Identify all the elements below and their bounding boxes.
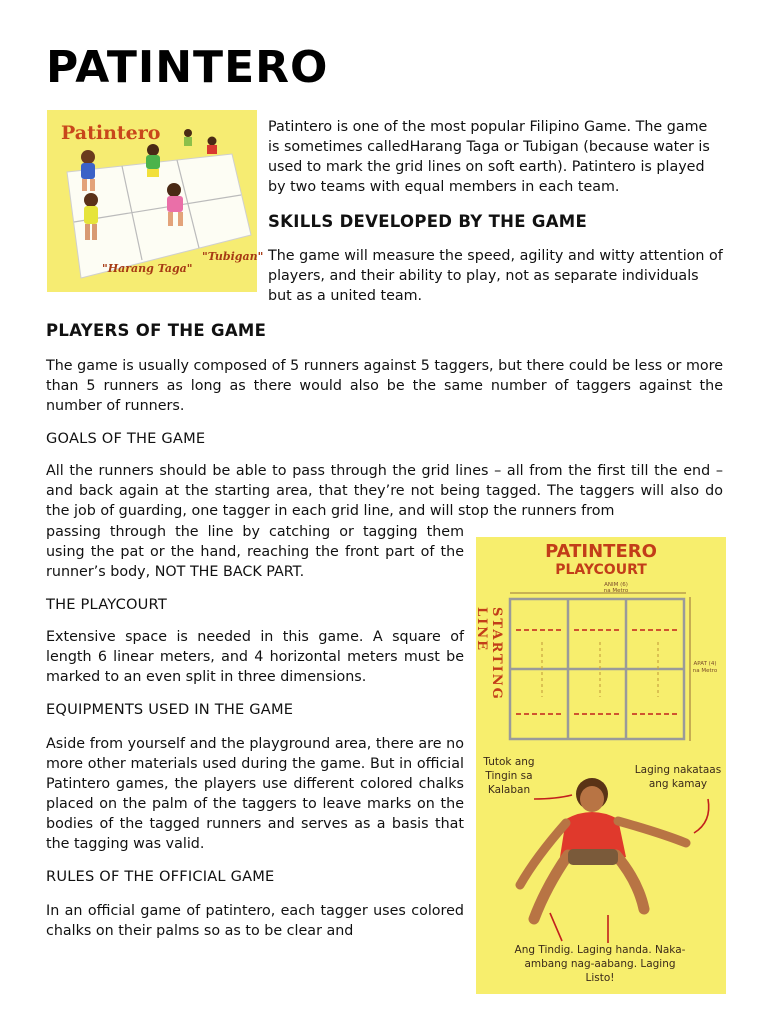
page-title: PATINTERO <box>46 42 329 93</box>
playcourt-poster <box>476 537 726 994</box>
patintero-illustration <box>47 110 264 292</box>
poster-subtitle: PLAYCOURT <box>555 562 647 578</box>
poster-title: PATINTERO <box>545 541 657 562</box>
top-dimension-unit: na Metro <box>603 588 629 594</box>
players-heading: PLAYERS OF THE GAME <box>46 321 267 340</box>
top-dimension-label: ANIM (6) <box>604 582 628 588</box>
side-dimension-unit: na Metro <box>692 668 718 674</box>
skills-heading: SKILLS DEVELOPED BY THE GAME <box>268 212 588 231</box>
rules-paragraph: In an official game of patintero, each tagger uses colored chalks on their palms so as to be clear and <box>46 903 464 939</box>
goals-heading: GOALS OF THE GAME <box>46 430 206 447</box>
label-harang-taga: "Harang Taga" <box>102 262 193 275</box>
side-dimension-label: APAT (4) <box>693 661 717 667</box>
equipments-paragraph: Aside from yourself and the playground area, there are no more other materials used during the game. But in official Patintero games, the players use different colored chalks placed on the palm of the taggers to leave marks on the bodies of the tagged runners and serves as a basis that the tagging was valid. <box>46 736 464 852</box>
players-paragraph: The game is usually composed of 5 runners against 5 taggers, but there could be less or more than 5 runners as long as there would also be the same number of taggers against the number of runners. <box>46 358 723 414</box>
skills-paragraph: The game will measure the speed, agility and witty attention of players, and their ability to play, not as separate individuals but as a united team. <box>268 248 723 304</box>
note-focus-opponent: Tutok ang Tingin sa Kalaban <box>483 756 535 796</box>
note-stance: Ang Tindig. Laging handa. Naka-ambang nag-aabang. Laging Listo! <box>514 944 686 984</box>
figure-title: Patintero <box>61 122 161 144</box>
rules-heading: RULES OF THE OFFICIAL GAME <box>46 868 275 885</box>
playcourt-paragraph: Extensive space is needed in this game. A square of length 6 linear meters, and 4 horizontal meters must be marked to an even split in three dimensions. <box>46 629 464 685</box>
playcourt-heading: THE PLAYCOURT <box>46 596 167 613</box>
label-tubigan: "Tubigan" <box>202 250 264 263</box>
goals-paragraph: All the runners should be able to pass through the grid lines – all from the first till the end – and back again at the starting area, that they’re not being tagged. The taggers will also do the job of guarding, one tagger in each grid line, and will stop the runners from <box>46 463 723 519</box>
equipments-heading: EQUIPMENTS USED IN THE GAME <box>46 701 294 718</box>
intro-paragraph: Patintero is one of the most popular Filipino Game. The game is sometimes calledHarang Taga or Tubigan (because water is used to mark the grid lines on soft earth). Patintero is played by two teams with equal members in each team. <box>268 119 710 195</box>
note-hands-raised: Laging nakataas ang kamay <box>634 764 722 790</box>
starting-line-label: STARTING LINE <box>474 607 504 701</box>
goals-paragraph-continued: passing through the line by catching or tagging them using the pat or the hand, reaching the front part of the runner’s body, NOT THE BACK PART. <box>46 524 464 580</box>
